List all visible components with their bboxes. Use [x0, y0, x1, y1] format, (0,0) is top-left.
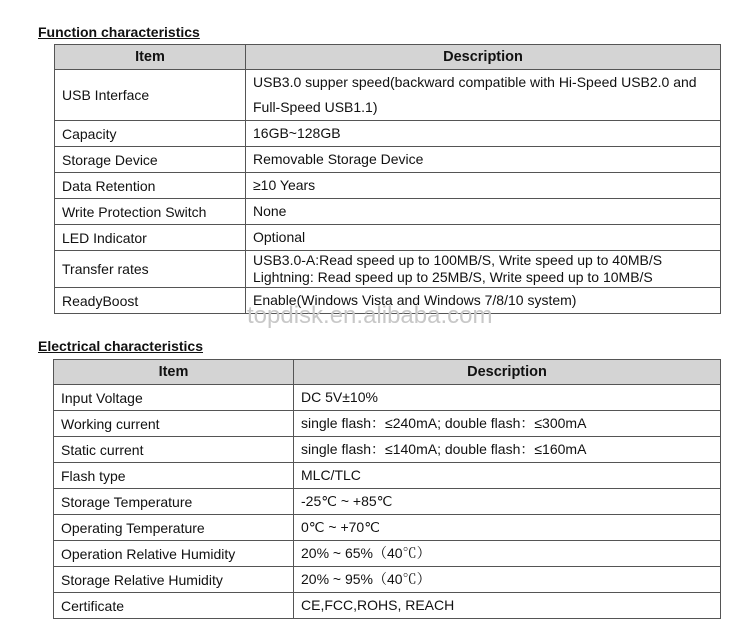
description-text: 20% ~ 65%（40℃）	[301, 545, 431, 561]
description-cell	[294, 437, 721, 463]
item-cell: Capacity	[55, 121, 246, 147]
description-cell	[246, 147, 721, 173]
table-header-row	[55, 45, 721, 70]
item-cell: ReadyBoost	[55, 288, 246, 314]
description-text: None	[253, 203, 287, 219]
table-row	[54, 463, 721, 489]
table-row	[54, 567, 721, 593]
table-row	[55, 251, 721, 288]
watermark: topdisk.en.alibaba.com	[247, 302, 493, 329]
table-row	[55, 199, 721, 225]
description-text: single flash：≤140mA; double flash：≤160mA	[301, 441, 587, 457]
item-cell: Transfer rates	[55, 251, 246, 288]
description-cell	[294, 515, 721, 541]
description-text: 0℃ ~ +70℃	[301, 519, 380, 535]
description-cell	[294, 593, 721, 619]
table-row	[55, 121, 721, 147]
item-cell: Flash type	[54, 463, 294, 489]
item-cell: Storage Relative Humidity	[54, 567, 294, 593]
table-row	[54, 437, 721, 463]
electrical-section-title: Electrical characteristics	[38, 338, 203, 354]
header-description: Description	[294, 360, 721, 385]
item-cell: Operation Relative Humidity	[54, 541, 294, 567]
description-text: 20% ~ 95%（40℃）	[301, 571, 431, 587]
description-cell	[246, 225, 721, 251]
table-row	[54, 489, 721, 515]
table-row	[55, 70, 721, 121]
table-row	[55, 173, 721, 199]
item-cell: LED Indicator	[55, 225, 246, 251]
table-row	[54, 385, 721, 411]
item-cell: Static current	[54, 437, 294, 463]
header-description: Description	[246, 45, 721, 70]
description-text: Removable Storage Device	[253, 151, 424, 167]
table-header-row	[54, 360, 721, 385]
description-text: single flash：≤240mA; double flash：≤300mA	[301, 415, 587, 431]
item-cell: Certificate	[54, 593, 294, 619]
item-cell: USB Interface	[55, 70, 246, 121]
item-cell: Data Retention	[55, 173, 246, 199]
description-text: -25℃ ~ +85℃	[301, 493, 393, 509]
description-text: CE,FCC,ROHS, REACH	[301, 597, 455, 613]
electrical-table	[53, 359, 721, 619]
description-text: Lightning: Read speed up to 25MB/S, Write speed up to 10MB/S	[253, 269, 653, 285]
table-row	[54, 515, 721, 541]
table-row	[54, 593, 721, 619]
description-cell	[294, 385, 721, 411]
description-cell	[294, 411, 721, 437]
description-cell	[246, 199, 721, 225]
item-cell: Working current	[54, 411, 294, 437]
table-row	[55, 147, 721, 173]
description-cell	[246, 121, 721, 147]
function-section-title: Function characteristics	[38, 24, 200, 40]
description-cell	[294, 541, 721, 567]
description-text: MLC/TLC	[301, 467, 361, 483]
item-cell: Input Voltage	[54, 385, 294, 411]
item-cell: Operating Temperature	[54, 515, 294, 541]
table-row	[55, 225, 721, 251]
description-text: Optional	[253, 229, 306, 245]
description-text: 16GB~128GB	[253, 125, 341, 141]
item-cell: Write Protection Switch	[55, 199, 246, 225]
function-table	[54, 44, 721, 314]
description-text: USB3.0 supper speed(backward compatible with Hi-Speed USB2.0 and Full-Speed USB1.1)	[253, 74, 697, 115]
table-row	[54, 411, 721, 437]
description-cell	[294, 489, 721, 515]
item-cell: Storage Device	[55, 147, 246, 173]
description-cell	[246, 173, 721, 199]
description-cell	[294, 463, 721, 489]
description-text: USB3.0-A:Read speed up to 100MB/S, Write speed up to 40MB/S	[253, 252, 663, 268]
description-text: Enable(Windows Vista and Windows 7/8/10 system)	[253, 292, 577, 308]
description-cell	[246, 251, 721, 288]
description-cell	[246, 70, 721, 121]
item-cell: Storage Temperature	[54, 489, 294, 515]
description-text: ≥10 Years	[253, 177, 316, 193]
table-row	[54, 541, 721, 567]
description-cell	[294, 567, 721, 593]
header-item: Item	[54, 360, 294, 385]
description-text: DC 5V±10%	[301, 389, 378, 405]
header-item: Item	[55, 45, 246, 70]
